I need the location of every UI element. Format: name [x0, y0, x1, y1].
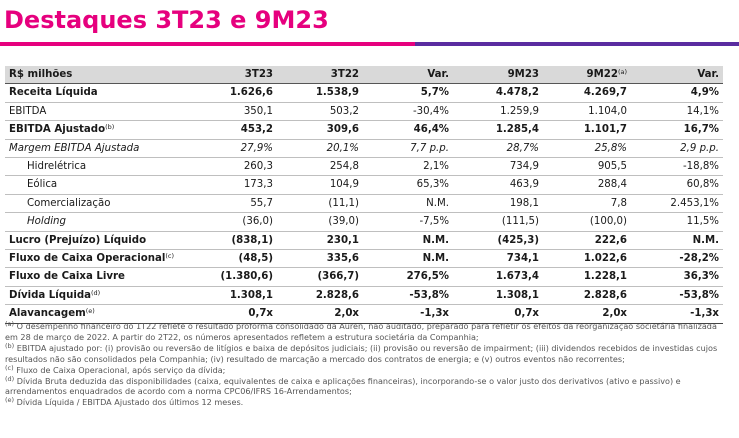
table-cell: 173,3	[201, 176, 277, 194]
table-row	[5, 213, 723, 231]
table-cell: (1.380,6)	[201, 268, 277, 286]
table-cell: 335,6	[277, 250, 363, 268]
table-cell: 104,9	[277, 176, 363, 194]
table-cell: -1,3x	[363, 305, 453, 323]
footnote-mark: (d)	[90, 288, 101, 297]
table-cell: (111,5)	[453, 213, 543, 231]
table-cell: 1.101,7	[543, 121, 631, 139]
table-cell: (425,3)	[453, 231, 543, 249]
table-cell: 1.308,1	[201, 286, 277, 304]
table-cell: 36,3%	[631, 268, 723, 286]
header-3t23: 3T23	[201, 66, 277, 84]
footnote-mark: (e)	[5, 396, 15, 405]
footnote-mark: (a)	[5, 320, 15, 328]
page-title: Destaques 3T23 e 9M23	[4, 6, 329, 34]
table-cell: -30,4%	[363, 102, 453, 120]
table-cell: 1.673,4	[453, 268, 543, 286]
table-cell: 7,7 p.p.	[363, 139, 453, 157]
table-cell: -18,8%	[631, 158, 723, 176]
table-cell: 1.228,1	[543, 268, 631, 286]
table-cell: N.M.	[363, 194, 453, 212]
table-cell: 0,7x	[201, 305, 277, 323]
row-label: Fluxo de Caixa Operacional$^{(c)}$	[5, 250, 201, 268]
table-cell: 260,3	[201, 158, 277, 176]
table-row	[5, 139, 723, 157]
table-row	[5, 250, 723, 268]
table-cell: 27,9%	[201, 139, 277, 157]
header-9m23: 9M23	[453, 66, 543, 84]
table-cell: -28,2%	[631, 250, 723, 268]
table-cell: 2,0x	[277, 305, 363, 323]
table-cell: 198,1	[453, 194, 543, 212]
footnote-mark: (b)	[5, 341, 15, 350]
table-cell: (838,1)	[201, 231, 277, 249]
table-cell: -53,8%	[363, 286, 453, 304]
table-cell: 222,6	[543, 231, 631, 249]
row-label: EBITDA Ajustado$^{(b)}$	[5, 121, 201, 139]
table-cell: (39,0)	[277, 213, 363, 231]
header-var-ytd: Var.	[631, 66, 723, 84]
table-cell: 905,5	[543, 158, 631, 176]
table-cell: 350,1	[201, 102, 277, 120]
table-cell: 46,4%	[363, 121, 453, 139]
footnote: $^{(b)}$ EBITDA ajustado por: (i) provisão ou reversão de litígios e baixa de depósitos judiciais; (ii) provisão ou reversão de impairment; (iii) dividendos recebidos de investidas cujos resultados não são consolidados pela Companhia; (iv) resultado de marcação a mercado dos contratos de energia; e (v) outros eventos não recorrentes;	[5, 341, 718, 364]
table-cell: -53,8%	[631, 286, 723, 304]
table-row	[5, 268, 723, 286]
table-row	[5, 194, 723, 212]
table-cell: -1,3x	[631, 305, 723, 323]
row-label: Eólica	[5, 176, 201, 194]
table-row	[5, 286, 723, 304]
table-cell: 734,1	[453, 250, 543, 268]
table-row	[5, 158, 723, 176]
row-label: Fluxo de Caixa Livre	[5, 268, 201, 286]
footnote-mark: (b)	[105, 123, 115, 132]
table-cell: 503,2	[277, 102, 363, 120]
table-cell: (366,7)	[277, 268, 363, 286]
row-label: Receita Líquida	[5, 84, 201, 102]
footnote-mark: (e)	[85, 307, 95, 316]
footnotes	[5, 321, 725, 408]
table-cell: 1.626,6	[201, 84, 277, 102]
table-cell: 2.828,6	[543, 286, 631, 304]
table-cell: 2.453,1%	[631, 194, 723, 212]
footnote-mark: (a)	[617, 68, 627, 76]
footnote-mark: (c)	[5, 363, 14, 372]
table-cell: 4.478,2	[453, 84, 543, 102]
table-cell: 288,4	[543, 176, 631, 194]
table-cell: 1.285,4	[453, 121, 543, 139]
table-cell: 2.828,6	[277, 286, 363, 304]
row-label: Margem EBITDA Ajustada	[5, 139, 201, 157]
table-cell: 25,8%	[543, 139, 631, 157]
table-row	[5, 84, 723, 102]
row-label: Hidrelétrica	[5, 158, 201, 176]
table-cell: 230,1	[277, 231, 363, 249]
highlights-table	[5, 66, 723, 324]
table-row	[5, 102, 723, 120]
footnote: $^{(c)}$ Fluxo de Caixa Operacional, após serviço da dívida;	[5, 363, 226, 375]
table-cell: 734,9	[453, 158, 543, 176]
row-label: EBITDA	[5, 102, 201, 120]
table-cell: 1.104,0	[543, 102, 631, 120]
table-cell: N.M.	[363, 250, 453, 268]
table-cell: 276,5%	[363, 268, 453, 286]
footnote: $^{(e)}$ Dívida Líquida / EBITDA Ajustado dos últimos 12 meses.	[5, 396, 244, 408]
table-cell: 1.259,9	[453, 102, 543, 120]
table-row	[5, 121, 723, 139]
table-cell: N.M.	[631, 231, 723, 249]
table-cell: 7,8	[543, 194, 631, 212]
header-3t22: 3T22	[277, 66, 363, 84]
row-label: Comercialização	[5, 194, 201, 212]
table-row	[5, 231, 723, 249]
table-cell: (36,0)	[201, 213, 277, 231]
table-header-row	[5, 66, 723, 84]
table-cell: 11,5%	[631, 213, 723, 231]
row-label: Holding	[5, 213, 201, 231]
title-underline	[0, 42, 739, 46]
header-9m22: 9M22$^{(a)}$	[543, 66, 631, 84]
table-cell: 28,7%	[453, 139, 543, 157]
table-cell: 16,7%	[631, 121, 723, 139]
table-cell: (48,5)	[201, 250, 277, 268]
table-cell: 2,9 p.p.	[631, 139, 723, 157]
header-unit: R$ milhões	[5, 66, 201, 84]
table-cell: 20,1%	[277, 139, 363, 157]
table-cell: 4.269,7	[543, 84, 631, 102]
table-cell: 65,3%	[363, 176, 453, 194]
table-cell: 14,1%	[631, 102, 723, 120]
table-cell: 4,9%	[631, 84, 723, 102]
table-cell: (100,0)	[543, 213, 631, 231]
table-cell: 463,9	[453, 176, 543, 194]
table-cell: 2,0x	[543, 305, 631, 323]
table-cell: 254,8	[277, 158, 363, 176]
footnote: $^{(a)}$ O desempenho financeiro do 1T22 reflete o resultado proforma consolidado da Auren, não auditado, preparado para refletir os efeitos da reorganização societária finalizada em 28 de março de 2022. A partir do 2T22, os números apresentados refletem a estrutura societária da Companhia;	[5, 320, 717, 342]
footnote: $^{(d)}$ Dívida Bruta deduzida das disponibilidades (caixa, equivalentes de caixa e aplicações financeiras), incorporando-se o valor justo dos derivativos (ativo e passivo) e arrendamentos enquadrados de acordo com a norma CPC06/IFRS 16-Arrendamentos;	[5, 374, 681, 397]
table-cell: 60,8%	[631, 176, 723, 194]
header-var-quarter: Var.	[363, 66, 453, 84]
table-cell: N.M.	[363, 231, 453, 249]
table-row	[5, 176, 723, 194]
table-cell: 2,1%	[363, 158, 453, 176]
row-label: Alavancagem$^{(e)}$	[5, 305, 201, 323]
table-cell: 55,7	[201, 194, 277, 212]
table-cell: (11,1)	[277, 194, 363, 212]
table-cell: -7,5%	[363, 213, 453, 231]
row-label: Lucro (Prejuízo) Líquido	[5, 231, 201, 249]
table-cell: 453,2	[201, 121, 277, 139]
table-cell: 1.308,1	[453, 286, 543, 304]
row-label: Dívida Líquida$^{(d)}$	[5, 286, 201, 304]
table-cell: 1.538,9	[277, 84, 363, 102]
table-cell: 0,7x	[453, 305, 543, 323]
table-cell: 5,7%	[363, 84, 453, 102]
footnote-mark: (c)	[165, 252, 174, 261]
table-cell: 1.022,6	[543, 250, 631, 268]
table-cell: 309,6	[277, 121, 363, 139]
footnote-mark: (d)	[5, 374, 15, 383]
